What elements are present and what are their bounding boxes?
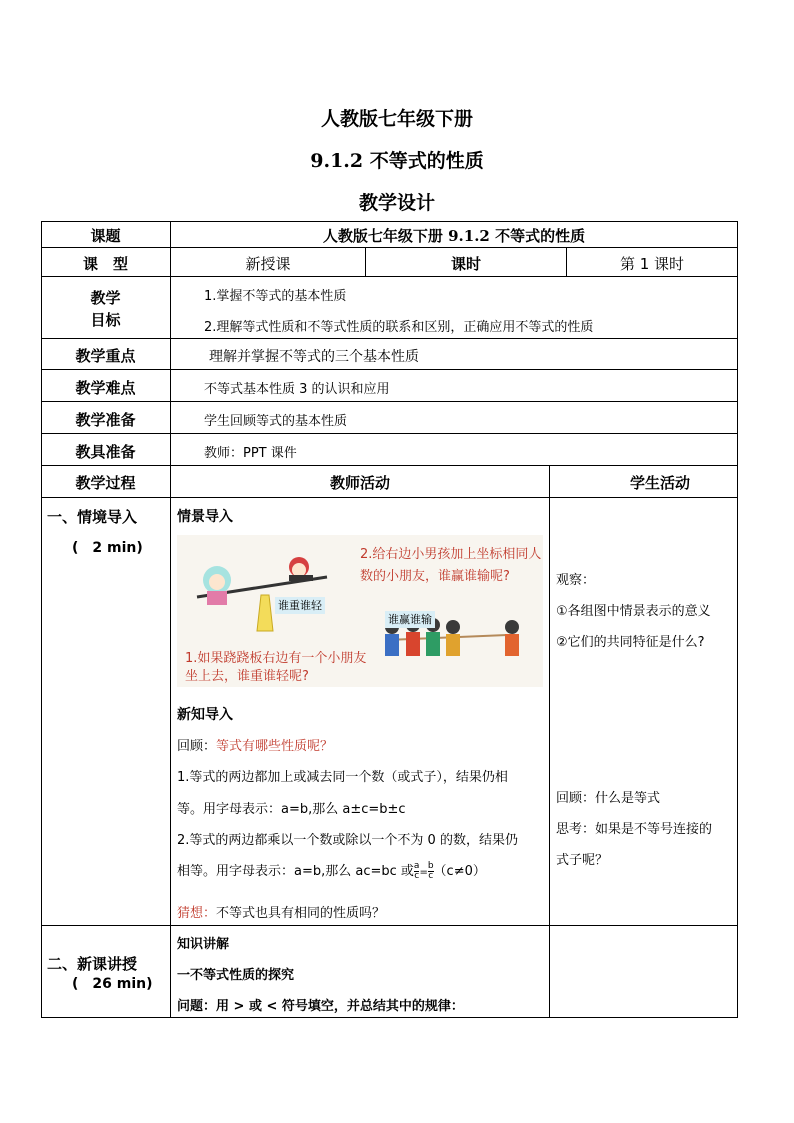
equals-sign: =: [419, 867, 428, 878]
section2-heading: 知识讲解: [177, 937, 230, 952]
goal-item-2: 2.理解等式性质和不等式性质的联系和区别，正确应用不等式的性质: [204, 320, 594, 335]
section1-title: 一、情境导入: [47, 508, 138, 526]
section2-title: 二、新课讲授: [47, 955, 138, 973]
section2-subheading: 一不等式性质的探究: [177, 968, 295, 983]
difficulty-value: 不等式基本性质 3 的认识和应用: [204, 382, 390, 397]
goal-label-1: 教学: [90, 289, 121, 307]
scenario-heading: 情景导入: [177, 509, 233, 525]
section1-time: ( 2 min): [72, 540, 143, 556]
image-caption-2b: 数的小朋友，谁赢谁输呢?: [360, 569, 510, 584]
student-question-2: ②它们的共同特征是什么?: [556, 635, 705, 650]
doc-section-title: 教学设计: [358, 192, 435, 214]
hours-label: 课时: [450, 255, 481, 273]
student-observe: 观察：: [556, 573, 596, 588]
prep-label: 教学准备: [75, 411, 136, 429]
tools-value: 教师：PPT 课件: [204, 446, 297, 461]
new-knowledge-heading: 新知导入: [177, 707, 233, 723]
process-col-student: 学生活动: [630, 474, 691, 492]
topic-label: 课题: [90, 227, 121, 245]
student-question-1: ①各组图中情景表示的意义: [556, 604, 711, 619]
image-caption-1a: 1.如果跷跷板右边有一个小朋友: [185, 651, 367, 666]
doc-title: 人教版七年级下册: [320, 108, 473, 130]
image-caption-1b: 坐上去，谁重谁轻呢?: [185, 669, 309, 684]
difficulty-label: 教学难点: [75, 379, 136, 397]
topic-value: 人教版七年级下册 9.1.2 不等式的性质: [322, 227, 586, 245]
guess-prefix: 猜想：: [177, 906, 217, 921]
tools-label: 教具准备: [75, 443, 136, 461]
section2-question: 问题：用 > 或 < 符号填空，并总结其中的规律：: [177, 999, 464, 1014]
section2-time: ( 26 min): [72, 976, 153, 992]
scenario-illustration: [177, 535, 543, 687]
doc-subtitle: 9.1.2 不等式的性质: [310, 150, 484, 172]
student-review: 回顾：什么是等式: [556, 791, 661, 806]
process-col-stage: 教学过程: [75, 474, 136, 492]
key-value: 理解并掌握不等式的三个基本性质: [209, 349, 419, 365]
tag-winner: 谁赢谁输: [385, 611, 435, 628]
hours-value: 第 1 课时: [619, 255, 685, 273]
student-think: 思考：如果是不等号连接的: [556, 822, 713, 837]
review-prefix: 回顾：: [177, 739, 217, 754]
prep-value: 学生回顾等式的基本性质: [204, 414, 348, 429]
fraction-b-over-c: $\frac{b}{c}$: [427, 861, 434, 881]
property-1-line2: 等。用字母表示：a=b,那么 a±c=b±c: [177, 802, 406, 817]
property-2-line2: [177, 860, 486, 881]
image-caption-2a: 2.给右边小男孩加上坐标相同人: [360, 547, 542, 562]
goal-label-2: 目标: [90, 311, 121, 329]
tag-weight: 谁重谁轻: [275, 597, 325, 614]
fraction-a-over-c: $\frac{a}{c}$: [413, 861, 420, 881]
guess-text: 不等式也具有相同的性质吗？: [216, 906, 386, 921]
property-1-line1: 1.等式的两边都加上或减去同一个数（或式子），结果仍相: [177, 770, 508, 785]
property-2-line1: 2.等式的两边都乘以一个数或除以一个不为 0 的数，结果仍: [177, 833, 518, 848]
type-value: 新授课: [245, 255, 291, 273]
process-col-teacher: 教师活动: [329, 474, 390, 492]
type-label: 课 型: [82, 255, 128, 273]
review-question: 等式有哪些性质呢？: [216, 739, 334, 754]
property-2-text: 相等。用字母表示：a=b,那么 ac=bc 或: [177, 864, 414, 879]
goal-item-1: 1.掌握不等式的基本性质: [204, 289, 347, 304]
student-think-cont: 式子呢？: [556, 853, 609, 868]
nonzero-condition: （c≠0）: [433, 864, 486, 879]
key-label: 教学重点: [75, 347, 136, 365]
